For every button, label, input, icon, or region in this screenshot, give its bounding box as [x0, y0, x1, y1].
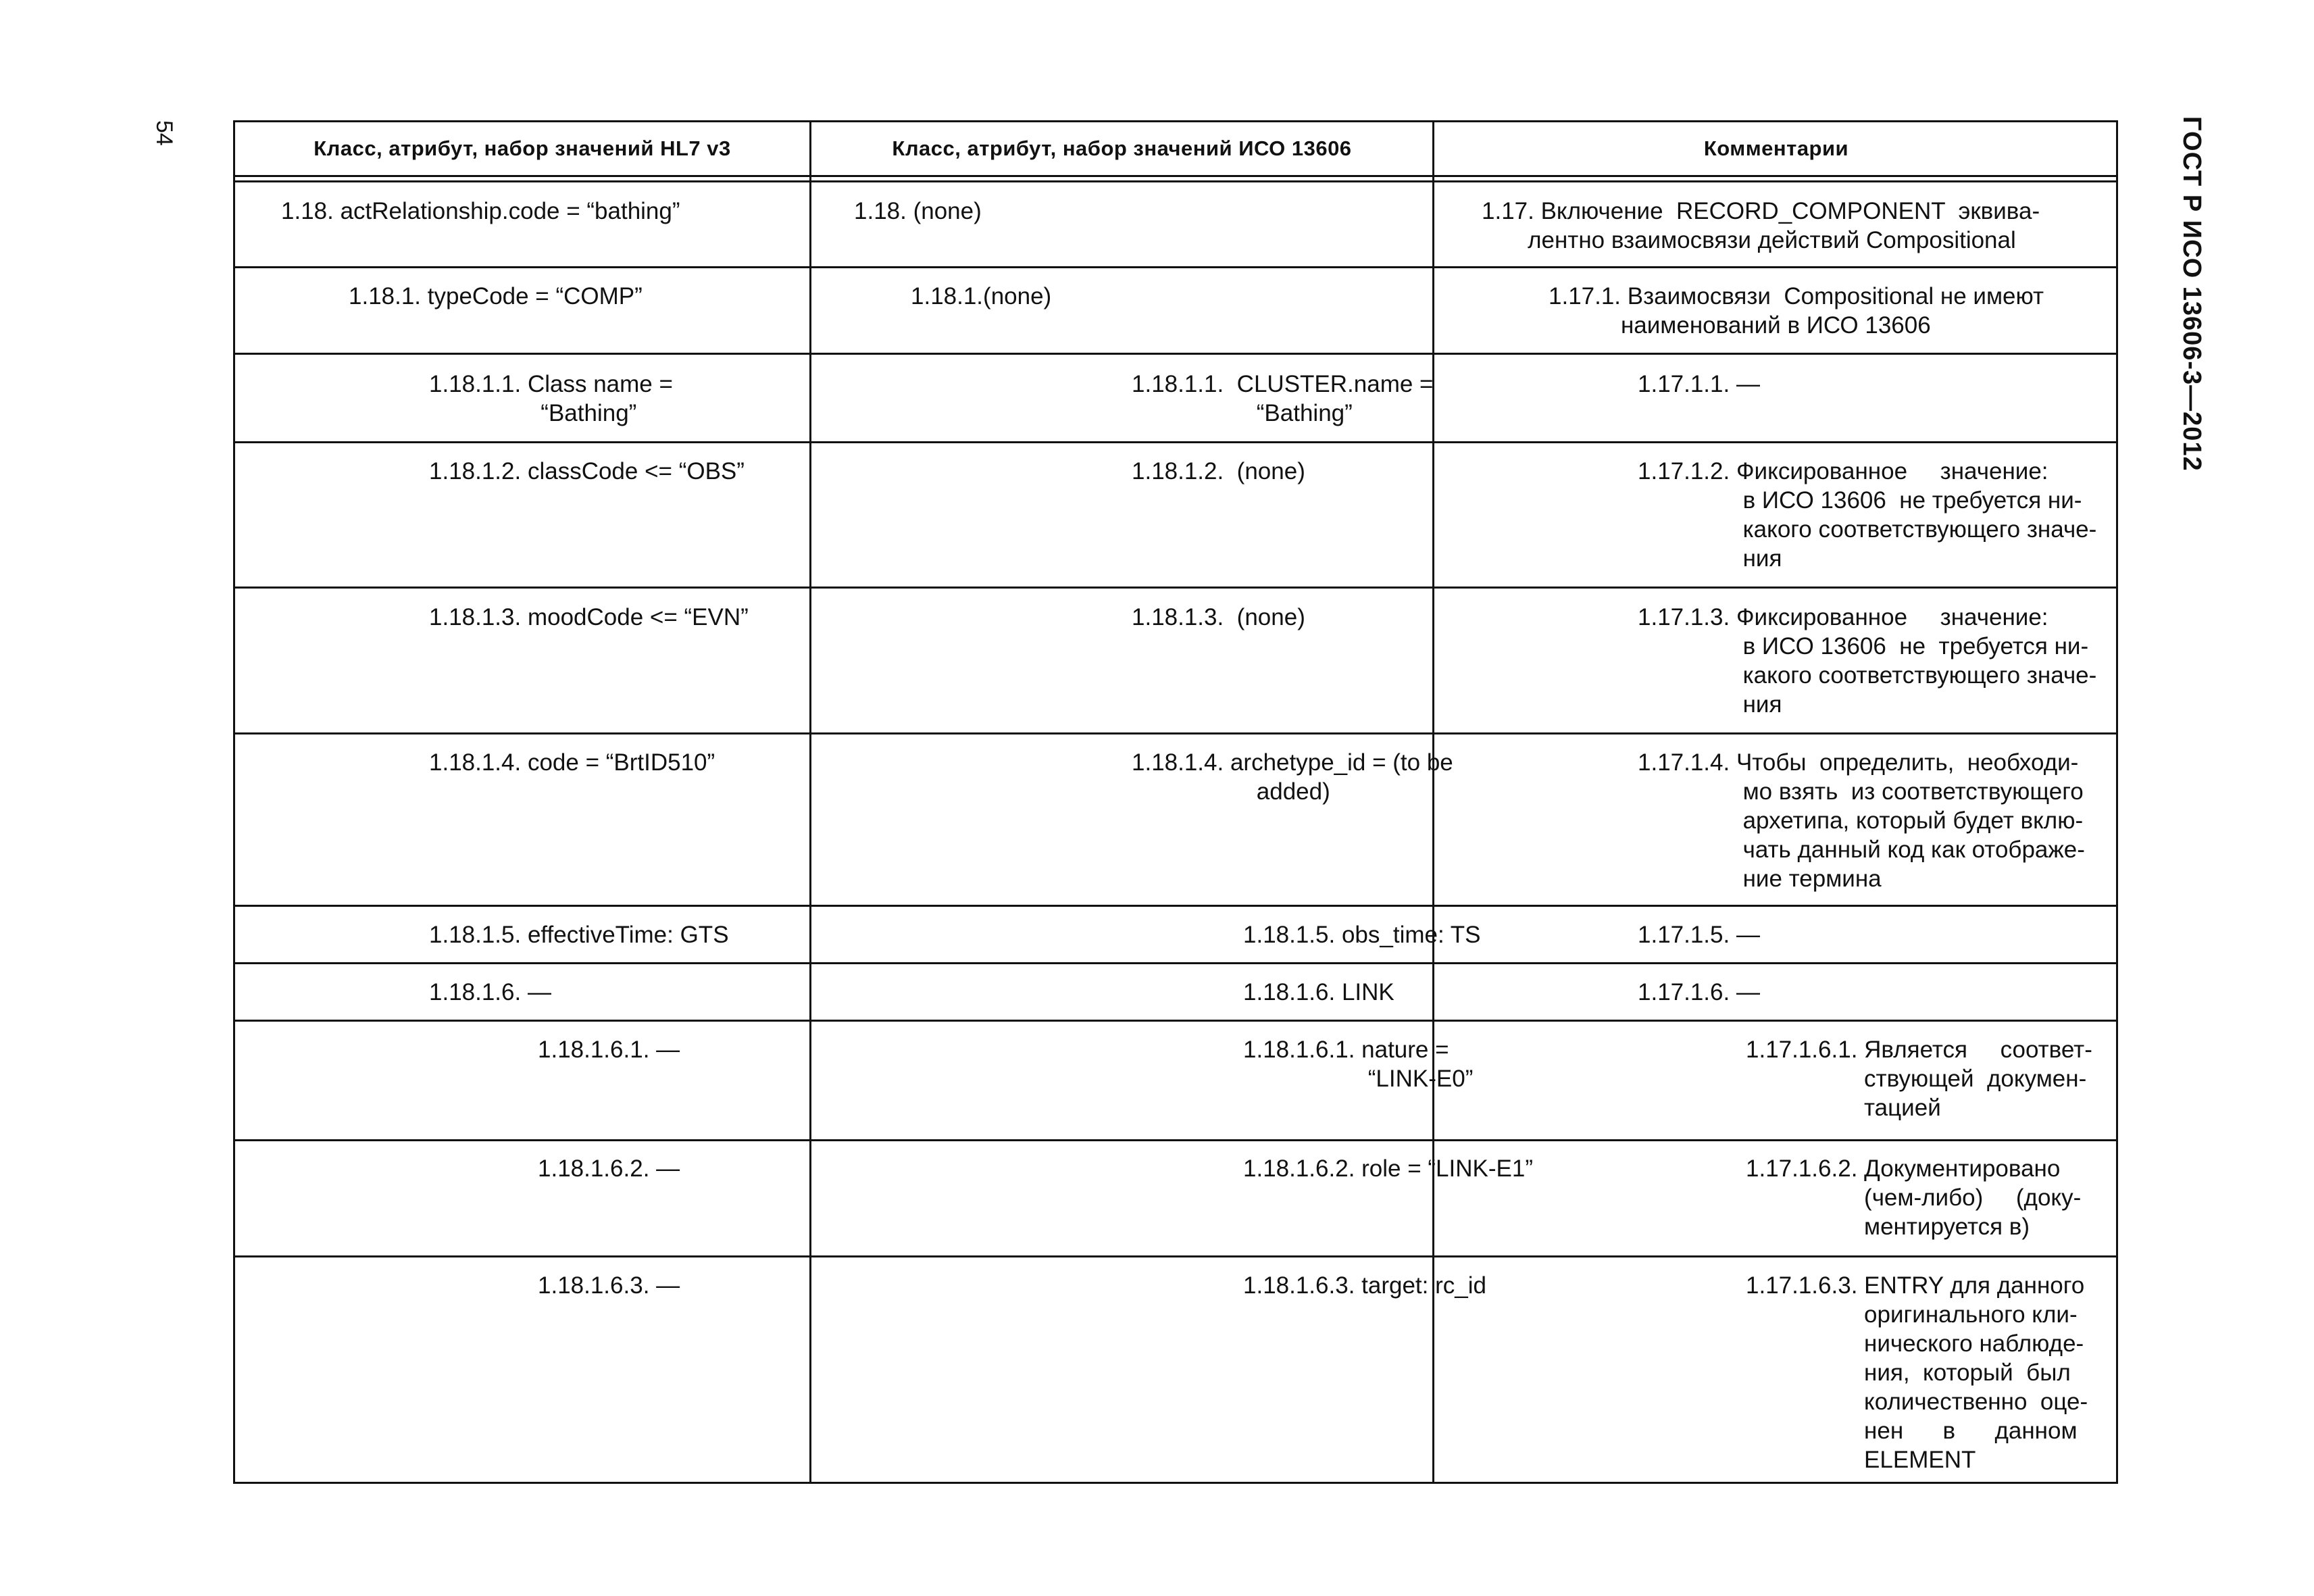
- comment-cell: 1.17.1.6.3. ENTRY для данного оригинального кли- нического наблюде- ния, который был количественно оце- нен в данном ELEMENT: [1746, 1272, 2088, 1473]
- hl7-cell: 1.18.1.6.2. —: [538, 1155, 680, 1182]
- row-divider: [235, 266, 2116, 268]
- iso-cell: 1.18.1.4. archetype_id = (to be added): [1132, 749, 1453, 805]
- header-hl7-column: Класс, атрибут, набор значений HL7 v3: [313, 136, 731, 160]
- row-divider: [235, 962, 2116, 964]
- row-divider: [235, 1255, 2116, 1257]
- iso-cell: 1.18.1.2. (none): [1132, 458, 1305, 484]
- document-code: ГОСТ Р ИСО 13606-3—2012: [2178, 116, 2206, 472]
- hl7-cell: 1.18.1.3. moodCode <= “EVN”: [429, 604, 749, 630]
- iso-cell: 1.18.1.(none): [911, 283, 1052, 309]
- header-iso-column: Класс, атрибут, набор значений ИСО 13606: [892, 136, 1352, 160]
- comment-cell: 1.17.1.6.2. Документировано (чем-либо) (доку- ментируется в): [1746, 1155, 2082, 1240]
- header-divider: [235, 175, 2116, 177]
- hl7-cell: 1.18. actRelationship.code = “bathing”: [281, 198, 680, 224]
- comment-cell: 1.17.1.6. —: [1638, 979, 1760, 1005]
- iso-cell: 1.18.1.1. CLUSTER.name = “Bathing”: [1132, 371, 1434, 426]
- iso-cell: 1.18. (none): [854, 198, 982, 224]
- hl7-cell: 1.18.1.6.3. —: [538, 1272, 680, 1299]
- row-divider: [235, 732, 2116, 734]
- hl7-cell: 1.18.1. typeCode = “COMP”: [349, 283, 643, 309]
- comment-cell: 1.17.1.1. —: [1638, 371, 1760, 397]
- iso-cell: 1.18.1.6. LINK: [1243, 979, 1394, 1005]
- page-number: 54: [151, 120, 177, 146]
- iso-cell: 1.18.1.5. obs_time: TS: [1243, 922, 1481, 948]
- header-comments-column: Комментарии: [1703, 136, 1849, 160]
- hl7-cell: 1.18.1.4. code = “BrtID510”: [429, 749, 715, 776]
- comment-cell: 1.17.1.4. Чтобы определить, необходи- мо взять из соответствующего архетипа, который будет вклю- чать данный код как отображе- ние термина: [1638, 749, 2085, 892]
- iso-cell: 1.18.1.6.3. target: rc_id: [1243, 1272, 1486, 1299]
- comment-cell: 1.17.1.2. Фиксированное значение: в ИСО 13606 не требуется ни- какого соответствующего значе- ния: [1638, 458, 2097, 572]
- hl7-cell: 1.18.1.5. effectiveTime: GTS: [429, 922, 729, 948]
- hl7-cell: 1.18.1.2. classCode <= “OBS”: [429, 458, 745, 484]
- mapping-table: [233, 120, 2118, 1484]
- comment-cell: 1.17.1. Взаимосвязи Compositional не имеют наименований в ИСО 13606: [1549, 283, 2044, 339]
- hl7-cell: 1.18.1.6.1. —: [538, 1037, 680, 1063]
- hl7-cell: 1.18.1.1. Class name = “Bathing”: [429, 371, 673, 426]
- row-divider: [235, 441, 2116, 443]
- hl7-cell: 1.18.1.6. —: [429, 979, 551, 1005]
- column-divider: [809, 122, 811, 1482]
- header-divider: [235, 180, 2116, 182]
- row-divider: [235, 905, 2116, 907]
- row-divider: [235, 353, 2116, 355]
- row-divider: [235, 1139, 2116, 1141]
- iso-cell: 1.18.1.6.2. role = “LINK-E1”: [1243, 1155, 1533, 1182]
- comment-cell: 1.17. Включение RECORD_COMPONENT эквива- лентно взаимосвязи действий Compositional: [1482, 198, 2040, 253]
- row-divider: [235, 1020, 2116, 1022]
- comment-cell: 1.17.1.3. Фиксированное значение: в ИСО 13606 не требуется ни- какого соответствующего значе- ния: [1638, 604, 2097, 718]
- iso-cell: 1.18.1.3. (none): [1132, 604, 1305, 630]
- row-divider: [235, 587, 2116, 589]
- iso-cell: 1.18.1.6.1. nature = “LINK-E0”: [1243, 1037, 1474, 1092]
- comment-cell: 1.17.1.5. —: [1638, 922, 1760, 948]
- comment-cell: 1.17.1.6.1. Является соответ- ствующей докумен- тацией: [1746, 1037, 2092, 1121]
